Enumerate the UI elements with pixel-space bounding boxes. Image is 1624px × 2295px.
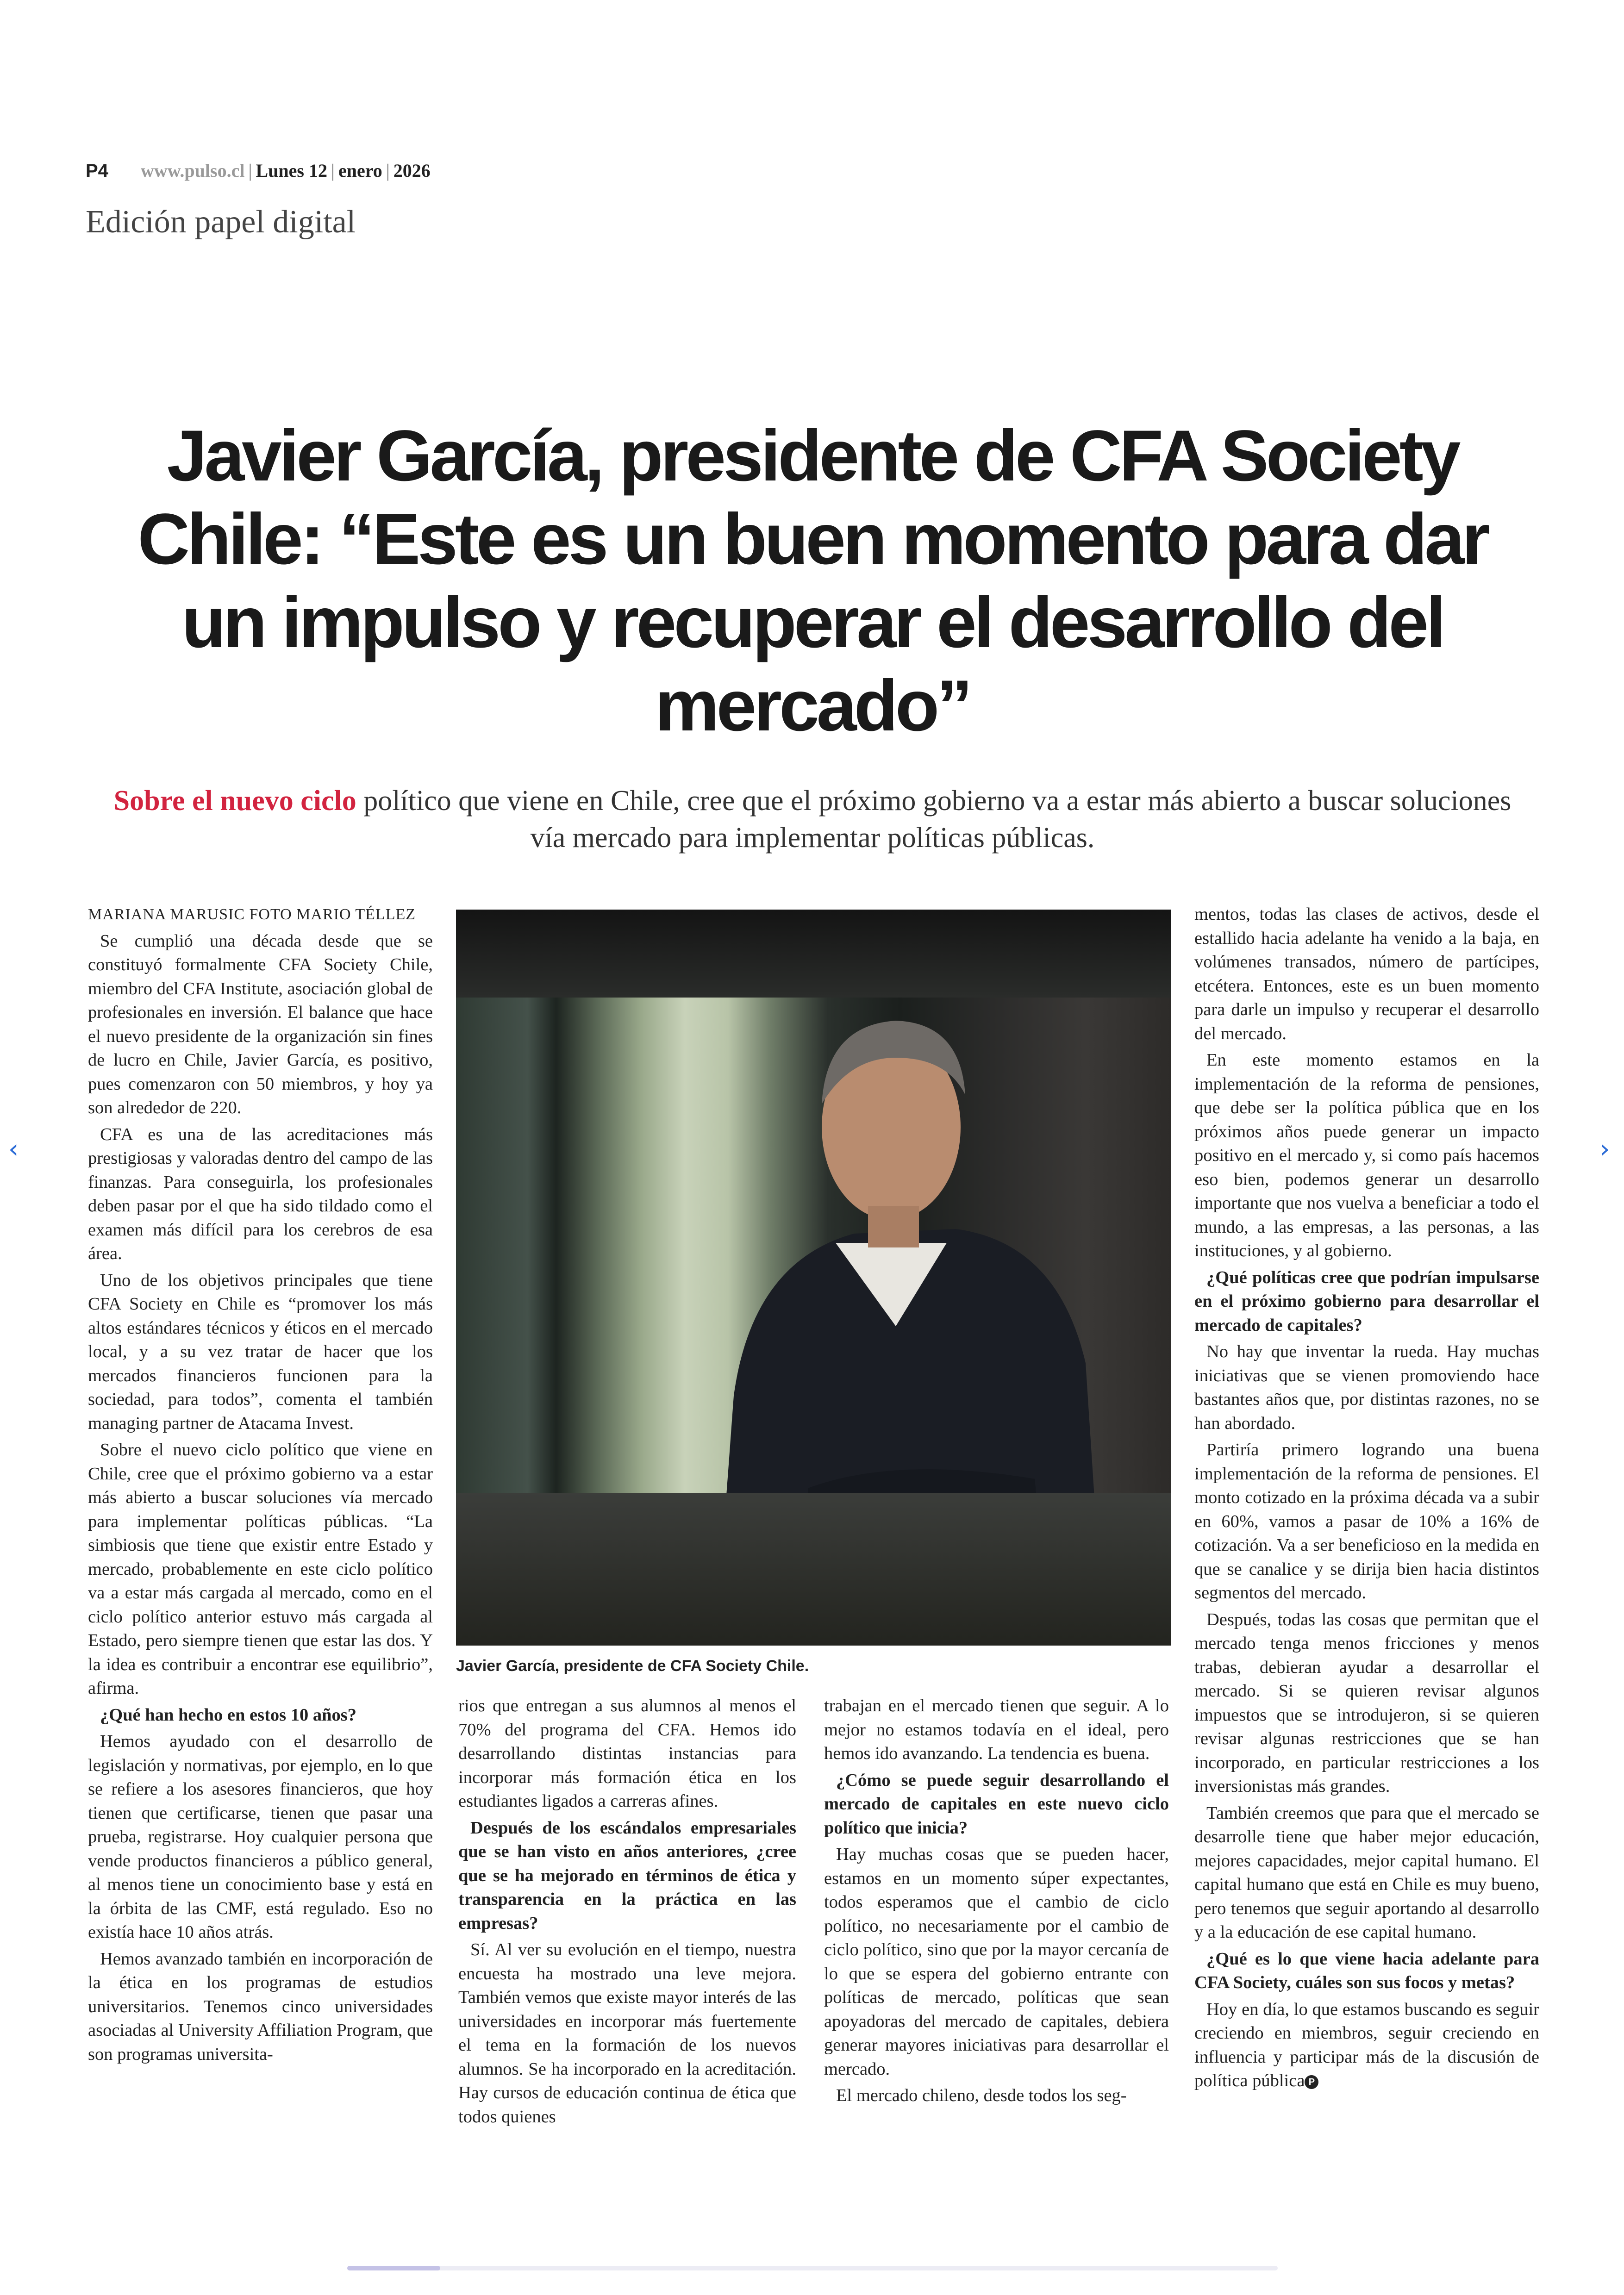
previous-page-icon[interactable]: ‹: [8, 1134, 19, 1164]
paragraph: Hemos ayudado con el desarrollo de legislación y normativas, por ejemplo, en lo que se refiere a los asesores financieros, que hoy tienen que certificarse, tienen que pasar una prueba, registrarse. Hoy cualquier persona que vende productos financieros a público general, al menos tiene un conocimiento base y está en la órbita de las CMF, está regulado. Eso no existía hace 10 años atrás.: [88, 1732, 433, 1942]
paragraph: Hemos avanzado también en incorporación de la ética en los programas de estudios universitarios. Tenemos cinco universidades asociadas al University Affiliation Program, que son programas universita-: [88, 1949, 433, 2064]
paragraph: Se cumplió una década desde que se constituyó formalmente CFA Society Chile, miembro del CFA Institute, asociación global de profesionales en inversión. El balance que hace el nuevo presidente de la organización sin fines de lucro en Chile, Javier García, es positivo, pues comenzaron con 50 miembros, y hoy ya son alrededor de 220.: [88, 931, 433, 1117]
paragraph: Después, todas las cosas que permitan que el mercado tenga menos fricciones y menos trabas, debieran ayudar a desarrollar el mercado. Si se quieren revisar algunos impuestos que se introdujeron, si se quieren revisar algunas restricciones que se han incorporado, en particular restricciones a los inversionistas más grandes.: [1194, 1609, 1539, 1796]
header-day: Lunes 12: [256, 160, 327, 181]
header-separator: |: [248, 160, 252, 181]
paragraph: rios que entregan a sus alumnos al menos el 70% del programa del CFA. Hemos ido desarrollando distintas instancias para incorporar más formación ética en los estudiantes ligados a carreras afines.: [458, 1696, 796, 1811]
header-month: enero: [338, 160, 382, 181]
page-scrollbar[interactable]: [347, 2266, 1278, 2270]
paragraph: El mercado chileno, desde todos los seg-: [836, 2086, 1127, 2105]
header-year: 2026: [393, 160, 431, 181]
interview-question: Después de los escándalos empresariales que se han visto en años anteriores, ¿cree que se ha mejorado en términos de ética y transparencia en la práctica en las empresas?: [458, 1818, 796, 1933]
scrollbar-thumb[interactable]: [347, 2266, 440, 2270]
article-column-4: [1194, 903, 1539, 2096]
lead-text: político que viene en Chile, cree que el próximo gobierno va a estar más abierto a buscar soluciones vía mercado para implementar políticas públicas.: [356, 785, 1512, 854]
paragraph: [1194, 1998, 1539, 2093]
paragraph: También creemos que para que el mercado se desarrolle tiene que haber mejor educación, mejores capacidades, mejor capital humano. El capital humano que está en Chile es muy bueno, pero tenemos que seguir aportando al desarrollo y a la educación de ese capital humano.: [1194, 1803, 1539, 1942]
page-header: [86, 160, 431, 181]
paragraph: CFA es una de las acreditaciones más prestigiosas y valoradas dentro del campo de las finanzas. Para conseguirla, los profesionales deben pasar por el que ha sido tildado como el examen más difícil para los cerebros de esa área.: [88, 1124, 433, 1263]
edition-label: Edición papel digital: [86, 204, 356, 240]
interview-question: ¿Cómo se puede seguir desarrollando el mercado de capitales en este nuevo ciclo político que inicia?: [824, 1770, 1169, 1838]
paragraph: Sobre el nuevo ciclo político que viene en Chile, cree que el próximo gobierno va a estar más abierto a buscar soluciones vía mercado para implementar políticas públicas. “La simbiosis que tiene que existir entre Estado y mercado, probablemente en este ciclo político va a estar más cargada al mercado, como en el ciclo político anterior estuvo más cargada al Estado, pero siempre tienen que estar las dos. Y la idea es contribuir a encontrar ese equilibrio”, afirma.: [88, 1440, 433, 1698]
next-page-icon[interactable]: ›: [1599, 1134, 1610, 1164]
article-lead: [111, 782, 1514, 856]
paragraph: Hay muchas cosas que se pueden hacer, estamos en un momento súper expectantes, todos esperamos que el cambio de ciclo político, no necesariamente por el cambio de ciclo político, sino que por la mayor cercanía de lo que se espera del gobierno entrante con políticas de mercado, políticas que sean apoyadoras del mercado de capitales, debiera generar mayores iniciativas para desarrollar el mercado.: [824, 1845, 1169, 2079]
photo-caption: Javier García, presidente de CFA Society Chile.: [456, 1657, 809, 1675]
paragraph: No hay que inventar la rueda. Hay muchas iniciativas que se vienen promoviendo hace bastantes años que, por distintas razones, no se han abordado.: [1194, 1342, 1539, 1433]
interview-question: ¿Qué políticas cree que podrían impulsarse en el próximo gobierno para desarrollar el mercado de capitales?: [1194, 1267, 1539, 1335]
site-url[interactable]: www.pulso.cl: [140, 160, 245, 181]
paragraph: Uno de los objetivos principales que tiene CFA Society en Chile es “promover los más altos estándares técnicos y éticos en el mercado local, y a su vez tratar de hacer que los mercados financieros funcionen para la sociedad, para todos”, comenta el también managing partner de Atacama Invest.: [88, 1270, 433, 1433]
article-column-2: [458, 1694, 796, 2132]
paragraph: trabajan en el mercado tienen que seguir. A lo mejor no estamos todavía en el ideal, pero hemos ido avanzando. La tendencia es buena.: [824, 1696, 1169, 1763]
lead-highlight: Sobre el nuevo ciclo: [113, 785, 356, 817]
paragraph: Sí. Al ver su evolución en el tiempo, nuestra encuesta ha mostrado una leve mejora. También vemos que existe mayor interés de las universidades en incorporar más fuertemente el tema en la formación de los nuevos alumnos. Se ha incorporado en la acreditación. Hay cursos de educación continua de ética que todos quienes: [458, 1940, 796, 2127]
final-paragraph-text: Hoy en día, lo que estamos buscando es seguir creciendo en miembros, seguir creciendo en influencia y participar más de la discusión de política pública: [1194, 1999, 1539, 2090]
article-column-1: [88, 903, 433, 2069]
interview-question: ¿Qué han hecho en estos 10 años?: [100, 1705, 357, 1725]
article-headline: Javier García, presidente de CFA Society Chile: “Este es un buen momento para dar un impulso y recuperar el desarrollo del mercado”: [137, 416, 1487, 746]
paragraph: En este momento estamos en la implementación de la reforma de pensiones, que debe ser la política pública que en los próximos años puede generar un impacto positivo en el mercado y, si como país hacemos eso bien, podemos generar un desarrollo importante que nos vuelva a beneficiar a todo el mundo, a las empresas, a las personas, a las instituciones, y al gobierno.: [1194, 1050, 1539, 1260]
interview-question: ¿Qué es lo que viene hacia adelante para CFA Society, cuáles son sus focos y metas?: [1194, 1949, 1539, 1992]
portrait-photo: [456, 910, 1171, 1646]
page-number: P4: [86, 161, 108, 181]
article-column-3: [824, 1694, 1169, 2111]
paragraph: mentos, todas las clases de activos, desde el estallido hacia adelante ha venido a la baja, en volúmenes transados, número de partícipes, etcétera. Entonces, este es un buen momento para darle un impulso y recuperar el desarrollo del mercado.: [1194, 904, 1539, 1043]
header-separator: |: [386, 160, 390, 181]
photo-floor: [456, 1493, 1171, 1646]
byline: MARIANA MARUSIC FOTO MARIO TÉLLEZ: [88, 906, 416, 923]
paragraph: Partiría primero logrando una buena implementación de la reforma de pensiones. El monto cotizado en la próxima década va a subir en 60%, vamos a pasar de 10% a 16% de cotización. Va a ser beneficioso en la medida en que se canalice y se dirija bien hacia distintos segmentos del mercado.: [1194, 1440, 1539, 1603]
header-separator: |: [331, 160, 335, 181]
end-mark-icon: P: [1305, 2075, 1318, 2089]
